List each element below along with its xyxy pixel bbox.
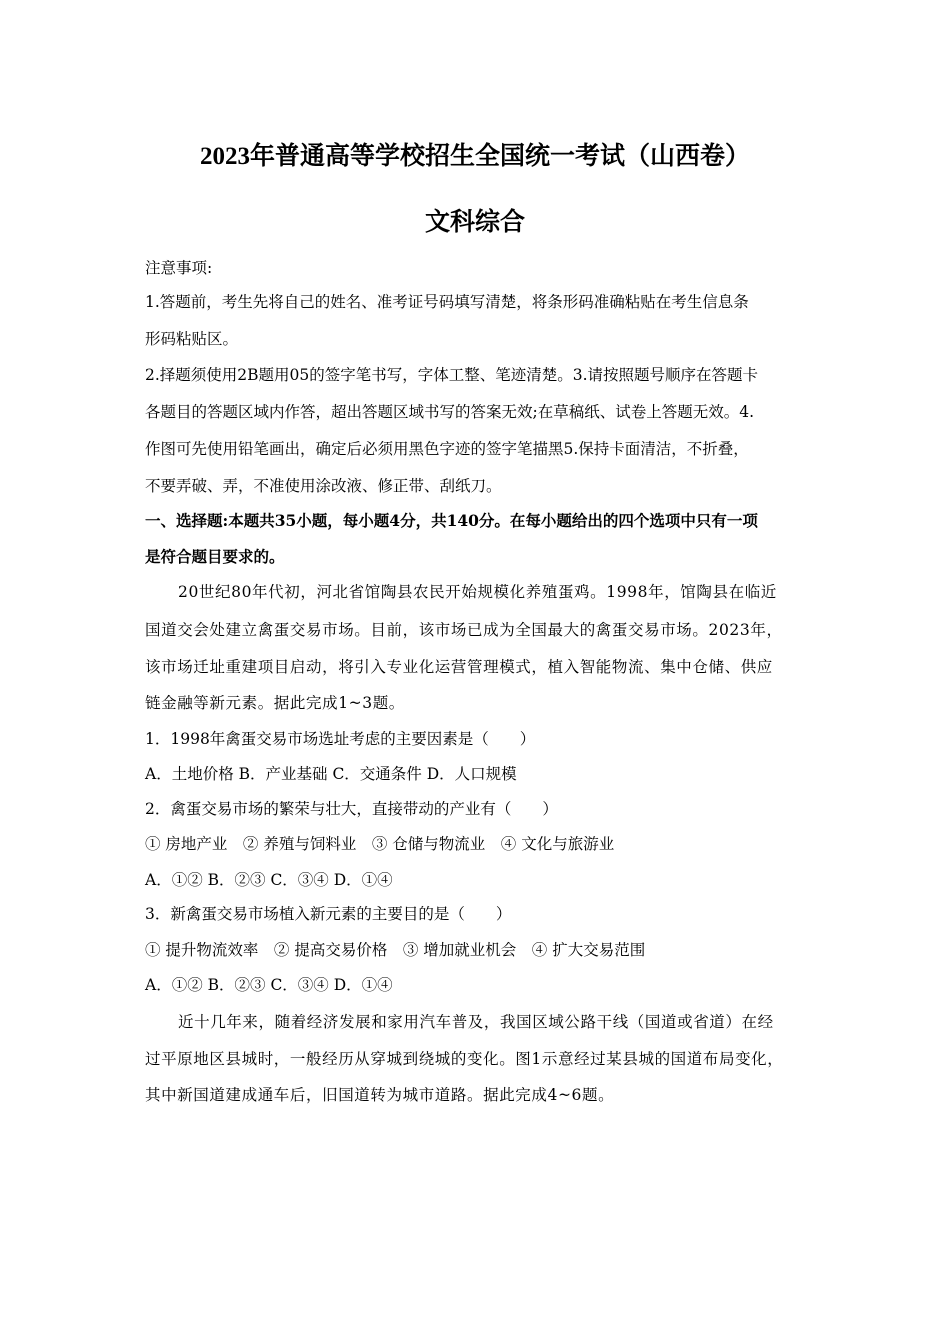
question-options: A．①② B．②③ C．③④ D．①④: [145, 871, 393, 889]
passage-line: 过平原地区县城时，一般经历从穿城到绕城的变化。图1示意经过某县城的国道布局变化，: [145, 1050, 784, 1068]
question-options: A．土地价格 B．产业基础 C．交通条件 D．人口规模: [145, 765, 517, 783]
question-items: ① 提升物流效率 ② 提高交易价格 ③ 增加就业机会 ④ 扩大交易范围: [145, 941, 646, 959]
notes-line: 不要弄破、弄，不准使用涂改液、修正带、刮纸刀。: [145, 477, 502, 495]
exam-title: 2023年普通高等学校招生全国统一考试（山西卷）: [199, 143, 750, 170]
question-items: ① 房地产业 ② 养殖与饲料业 ③ 仓储与物流业 ④ 文化与旅游业: [145, 835, 615, 853]
question-options: A．①② B．②③ C．③④ D．①④: [145, 976, 393, 994]
notes-line: 1.答题前，考生先将自己的姓名、准考证号码填写清楚，将条形码准确粘贴在考生信息条: [145, 293, 749, 311]
question-stem: 3．新禽蛋交易市场植入新元素的主要目的是（ ）: [145, 905, 512, 923]
question-stem: 1．1998年禽蛋交易市场选址考虑的主要因素是（ ）: [145, 730, 536, 748]
passage-line: 20世纪80年代初，河北省馆陶县农民开始规模化养殖蛋鸡。1998年，馆陶县在临近: [178, 583, 777, 601]
notes-line: 2.择题须使用2B题用05的签字笔书写，字体工整、笔迹清楚。3.请按照题号顺序在答题卡: [145, 366, 759, 384]
passage-line: 其中新国道建成通车后，旧国道转为城市道路。据此完成4~6题。: [145, 1086, 615, 1104]
passage-line: 国道交会处建立禽蛋交易市场。目前，该市场已成为全国最大的禽蛋交易市场。2023年，: [145, 621, 783, 639]
section-heading-line: 是符合题目要求的。: [145, 547, 285, 566]
notes-line: 作图可先使用铅笔画出，确定后必须用黑色字迹的签字笔描黑5.保持卡面清洁，不折叠，: [145, 440, 749, 458]
exam-subtitle: 文科综合: [424, 209, 525, 236]
passage-line: 近十几年来，随着经济发展和家用汽车普及，我国区域公路干线（国道或省道）在经: [178, 1013, 774, 1031]
section-heading-line: 一、选择题:本题共35小题，每小题4分，共140分。在每小题给出的四个选项中只有一项: [145, 511, 758, 530]
passage-line: 该市场迁址重建项目启动，将引入专业化运营管理模式，植入智能物流、集中仓储、供应: [145, 658, 773, 676]
notes-line: 各题目的答题区域内作答，超出答题区域书写的答案无效;在草稿纸、试卷上答题无效。4.: [145, 403, 755, 421]
passage-line: 链金融等新元素。据此完成1~3题。: [145, 694, 405, 712]
question-stem: 2．禽蛋交易市场的繁荣与壮大，直接带动的产业有（ ）: [145, 800, 558, 818]
notes-line: 形码粘贴区。: [145, 330, 239, 348]
notes-heading: 注意事项:: [145, 259, 213, 277]
